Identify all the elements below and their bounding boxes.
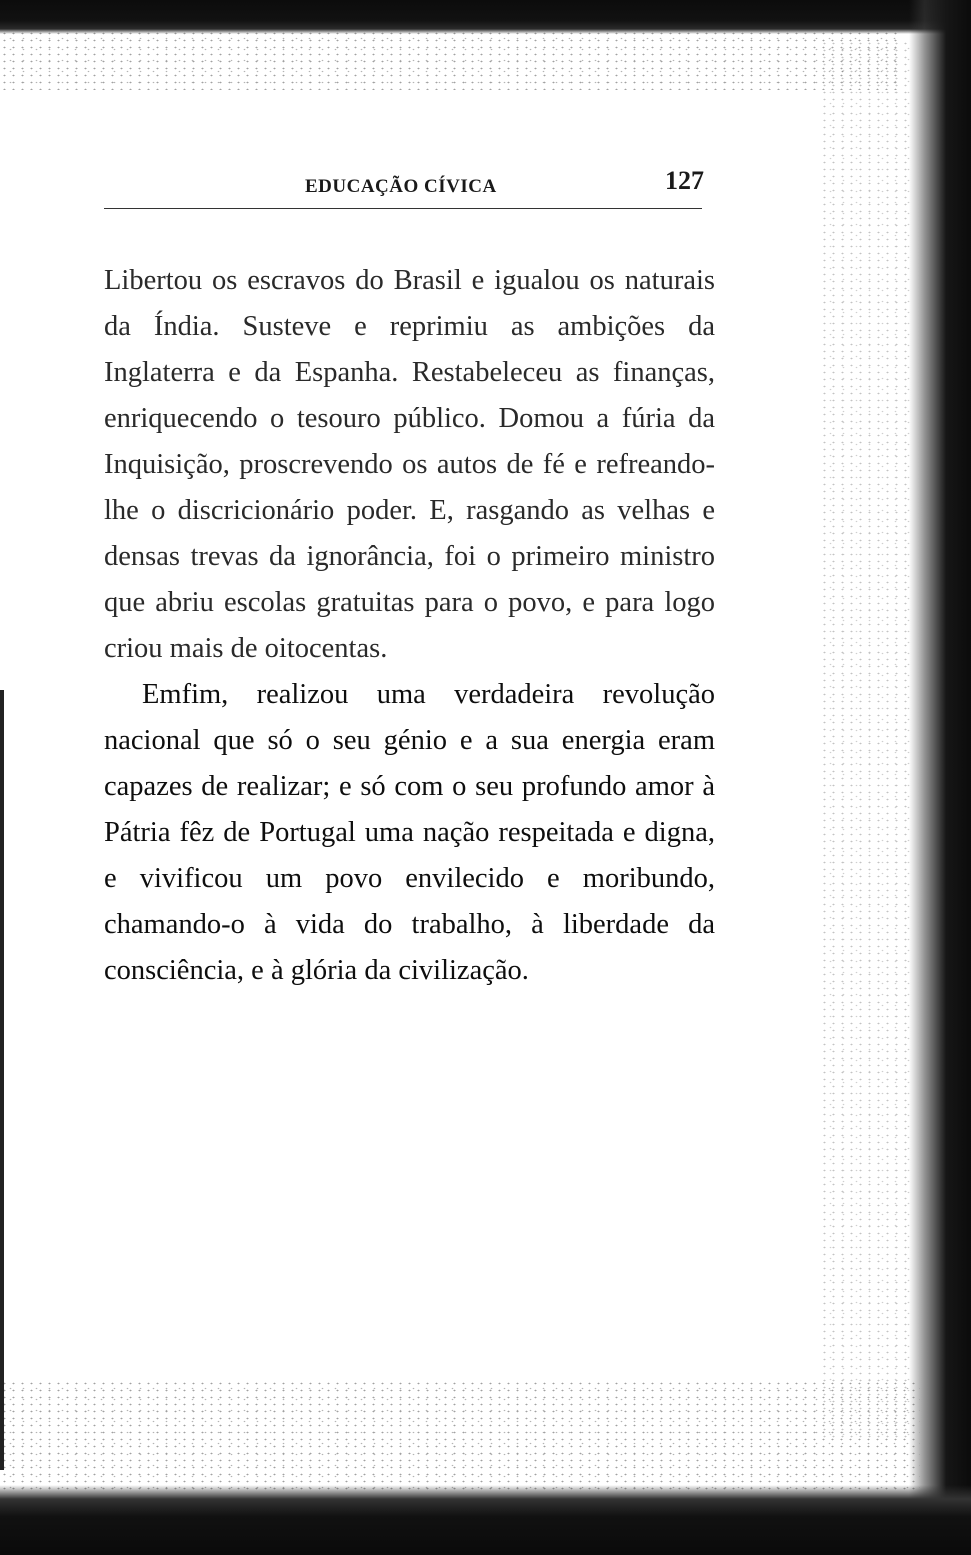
book-page bbox=[100, 160, 725, 994]
scan-noise-top bbox=[0, 30, 900, 90]
scan-top-edge bbox=[0, 0, 971, 34]
scan-bottom-edge bbox=[0, 1485, 971, 1555]
body-text bbox=[100, 258, 725, 994]
page-number: 127 bbox=[665, 166, 704, 195]
running-head-title: EDUCAÇÃO CÍVICA bbox=[305, 176, 497, 197]
scan-left-edge bbox=[0, 690, 4, 1470]
scan-noise-right bbox=[820, 40, 910, 1440]
scan-noise-bottom bbox=[0, 1380, 920, 1490]
scan-right-edge bbox=[909, 0, 971, 1555]
paragraph-2: Emfim, realizou uma verdadeira revolução nacional que só o seu génio e a sua energia eram capazes de realizar; e só com o seu profundo amor à Pátria fêz de Portugal uma nação respeitada e digna, e vivificou um povo envilecido e moribundo, chamando-o à vida do trabalho, à liberdade da consciência, e à glória da civilização. bbox=[104, 679, 715, 986]
header-rule bbox=[104, 208, 702, 209]
paragraph-1: Libertou os escravos do Brasil e igualou os naturais da Índia. Susteve e reprimiu as ambições da Inglaterra e da Espanha. Restabeleceu as finanças, enriquecendo o tesouro público. Domou a fúria da Inquisição, proscrevendo os autos de fé e refreando-lhe o discricionário poder. E, rasgando as velhas e densas trevas da ignorância, foi o primeiro ministro que abriu escolas gratuitas para o povo, e para logo criou mais de oitocentas. bbox=[104, 265, 715, 664]
running-head bbox=[100, 160, 725, 210]
